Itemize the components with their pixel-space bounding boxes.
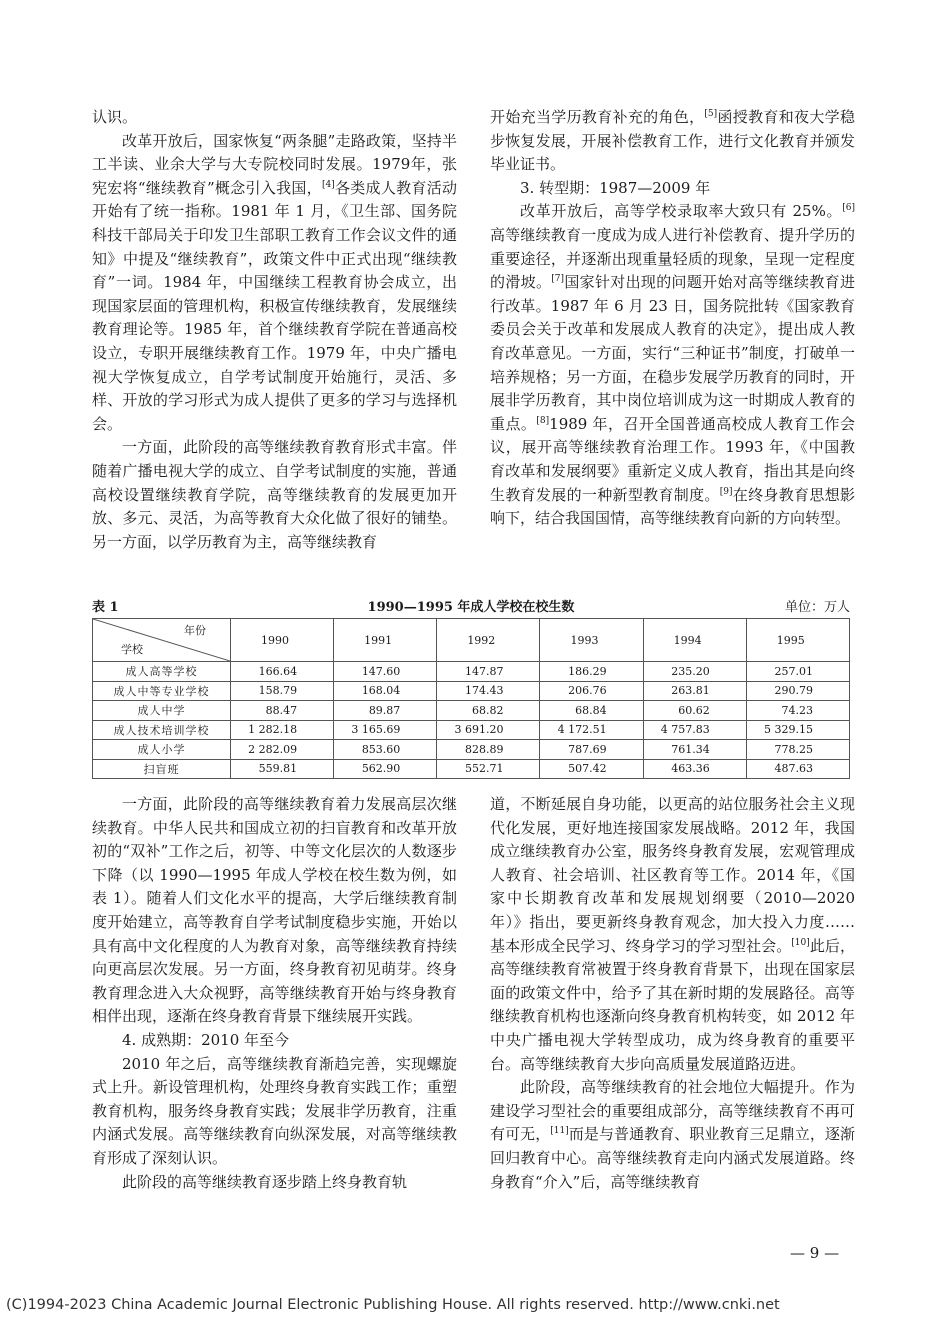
value-cell: 3 165.69 bbox=[334, 720, 437, 740]
value-cell: 68.82 bbox=[437, 701, 540, 721]
year-header: 1993 bbox=[540, 619, 643, 662]
table-header-row bbox=[93, 619, 850, 662]
table-row bbox=[93, 681, 850, 701]
value-cell: 787.69 bbox=[540, 740, 643, 760]
table-label: 表 1 bbox=[92, 600, 119, 615]
section-heading: 3. 转型期：1987—2009 年 bbox=[520, 178, 711, 197]
value-cell: 487.63 bbox=[746, 759, 849, 779]
value-cell: 552.71 bbox=[437, 759, 540, 779]
page-number: — 9 — bbox=[790, 1244, 840, 1262]
value-cell: 235.20 bbox=[643, 662, 746, 682]
value-cell: 1 282.18 bbox=[231, 720, 334, 740]
school-type-cell: 成人中等专业学校 bbox=[93, 681, 231, 701]
value-cell: 828.89 bbox=[437, 740, 540, 760]
paragraph: 此阶段的高等继续教育逐步踏上终身教育轨 bbox=[122, 1172, 408, 1191]
table-row bbox=[93, 720, 850, 740]
corner-school-label: 学校 bbox=[121, 643, 143, 656]
value-cell: 166.64 bbox=[231, 662, 334, 682]
value-cell: 257.01 bbox=[746, 662, 849, 682]
value-cell: 89.87 bbox=[334, 701, 437, 721]
citation-ref: [4] bbox=[321, 179, 335, 190]
table-title: 1990—1995 年成人学校在校生数 bbox=[367, 600, 575, 615]
school-type-cell: 成人高等学校 bbox=[93, 662, 231, 682]
paragraph: 认识。 bbox=[92, 108, 138, 126]
value-cell: 147.87 bbox=[437, 662, 540, 682]
copyright-footer: (C)1994-2023 China Academic Journal Electronic Publishing House. All rights reserved. http://www.cnki.net bbox=[6, 1297, 780, 1313]
value-cell: 2 282.09 bbox=[231, 740, 334, 760]
value-cell: 507.42 bbox=[540, 759, 643, 779]
citation-ref: [10] bbox=[791, 937, 810, 948]
column-right-top bbox=[490, 106, 855, 531]
paragraph: 一方面，此阶段的高等继续教育教育形式丰富。伴随着广播电视大学的成立、自学考试制度的实施，普通高校设置继续教育学院，高等继续教育的发展更加开放、多元、灵活，为高等教育大众化做了很好的铺垫。另一方面，以学历教育为主，高等继续教育 bbox=[92, 438, 457, 551]
value-cell: 186.29 bbox=[540, 662, 643, 682]
table-row bbox=[93, 701, 850, 721]
paragraph: 道，不断延展自身功能，以更高的站位服务社会主义现代化发展，更好地连接国家发展战略。2012 年，我国成立继续教育办公室，服务终身教育发展，宏观管理成人教育、社会培训、社区教育等工作。2014 年，《国家中长期教育改革和发展规划纲要（2010—2020 年）》指出，要更新终身教育观念，加大投入力度……基本形成全民学习、终身学习的学习型社会。[10]此后，高等继续教育常被置于终身教育背景下，出现在国家层面的政策文件中，给予了其在新时期的发展路径。高等继续教育机构也逐渐向终身教育机构转变，如 2012 年中央广播电视大学转型成功，成为终身教育的重要平台。高等继续教育大步向高质量发展道路迈进。 bbox=[490, 795, 855, 1073]
paragraph: 此阶段，高等继续教育的社会地位大幅提升。作为建设学习型社会的重要组成部分，高等继续教育不再可有可无，[11]而是与普通教育、职业教育三足鼎立，逐渐回归教育中心。高等继续教育走向内涵式发展道路。终身教育“介入”后，高等继续教育 bbox=[490, 1078, 855, 1191]
value-cell: 168.04 bbox=[334, 681, 437, 701]
value-cell: 562.90 bbox=[334, 759, 437, 779]
table-row bbox=[93, 662, 850, 682]
table-corner-cell bbox=[93, 619, 231, 662]
value-cell: 206.76 bbox=[540, 681, 643, 701]
table-caption bbox=[92, 596, 850, 616]
value-cell: 147.60 bbox=[334, 662, 437, 682]
corner-year-label: 年份 bbox=[184, 624, 206, 637]
value-cell: 3 691.20 bbox=[437, 720, 540, 740]
value-cell: 158.79 bbox=[231, 681, 334, 701]
paragraph: 改革开放后，高等学校录取率大致只有 25%。[6]高等继续教育一度成为成人进行补偿教育、提升学历的重要途径，并逐渐出现重量轻质的现象，呈现一定程度的滑坡。[7]国家针对出现的问题开始对高等继续教育进行改革。1987 年 6 月 23 日，国务院批转《国家教育委员会关于改革和发展成人教育的决定》，提出成人教育改革意见。一方面，实行“三种证书”制度，打破单一培养规格；另一方面，在稳步发展学历教育的同时，开展非学历教育，其中岗位培训成为这一时期成人教育的重点。[8]1989 年，召开全国普通高校成人教育工作会议，展开高等继续教育治理工作。1993 年，《中国教育改革和发展纲要》重新定义成人教育，指出其是向终生教育发展的一种新型教育制度。[9]在终身教育思想影响下，结合我国国情，高等继续教育向新的方向转型。 bbox=[490, 202, 855, 528]
school-type-cell: 成人小学 bbox=[93, 740, 231, 760]
citation-ref: [9] bbox=[719, 486, 733, 497]
year-header: 1991 bbox=[334, 619, 437, 662]
value-cell: 853.60 bbox=[334, 740, 437, 760]
value-cell: 290.79 bbox=[746, 681, 849, 701]
column-left-bottom bbox=[92, 793, 457, 1194]
school-type-cell: 成人技术培训学校 bbox=[93, 720, 231, 740]
data-table bbox=[92, 618, 850, 779]
school-type-cell: 成人中学 bbox=[93, 701, 231, 721]
value-cell: 5 329.15 bbox=[746, 720, 849, 740]
value-cell: 4 757.83 bbox=[643, 720, 746, 740]
value-cell: 174.43 bbox=[437, 681, 540, 701]
value-cell: 60.62 bbox=[643, 701, 746, 721]
value-cell: 88.47 bbox=[231, 701, 334, 721]
year-header: 1990 bbox=[231, 619, 334, 662]
citation-ref: [7] bbox=[551, 274, 565, 285]
section-heading: 4. 成熟期：2010 年至今 bbox=[122, 1030, 290, 1049]
citation-ref: [11] bbox=[550, 1126, 569, 1137]
value-cell: 68.84 bbox=[540, 701, 643, 721]
paragraph: 一方面，此阶段的高等继续教育着力发展高层次继续教育。中华人民共和国成立初的扫盲教育和改革开放初的“双补”工作之后，初等、中等文化层次的人数逐步下降（以 1990—1995 年成人学校在校生数为例，如表 1）。随着人们文化水平的提高，大学后继续教育制度开始建立，高等教育自学考试制度稳步实施，开始以具有高中文化程度的人为教育对象，高等继续教育持续向更高层次发展。另一方面，终身教育初见萌芽。终身教育理念进入大众视野，高等继续教育开始与终身教育相伴出现，逐渐在终身教育背景下继续展开实践。 bbox=[92, 795, 457, 1026]
citation-ref: [5] bbox=[704, 109, 718, 119]
citation-ref: [6] bbox=[842, 203, 855, 214]
table-unit: 单位：万人 bbox=[784, 600, 850, 615]
value-cell: 778.25 bbox=[746, 740, 849, 760]
paragraph: 开始充当学历教育补充的角色，[5]函授教育和夜大学稳步恢复发展，开展补偿教育工作，进行文化教育并颁发毕业证书。 bbox=[490, 108, 855, 174]
table-row bbox=[93, 740, 850, 760]
year-header: 1994 bbox=[643, 619, 746, 662]
paragraph: 2010 年之后，高等继续教育渐趋完善，实现螺旋式上升。新设管理机构，处理终身教育实践工作；重塑教育机构，服务终身教育实践；发展非学历教育，注重内涵式发展。高等继续教育向纵深发展，对高等继续教育形成了深刻认识。 bbox=[92, 1054, 457, 1167]
year-header: 1992 bbox=[437, 619, 540, 662]
citation-ref: [8] bbox=[536, 415, 550, 426]
year-header: 1995 bbox=[746, 619, 849, 662]
table-row bbox=[93, 759, 850, 779]
column-right-bottom bbox=[490, 793, 855, 1194]
school-type-cell: 扫盲班 bbox=[93, 759, 231, 779]
value-cell: 559.81 bbox=[231, 759, 334, 779]
value-cell: 463.36 bbox=[643, 759, 746, 779]
value-cell: 4 172.51 bbox=[540, 720, 643, 740]
paragraph: 改革开放后，国家恢复“两条腿”走路政策，坚持半工半读、业余大学与大专院校同时发展。1979年，张宪宏将“继续教育”概念引入我国，[4]各类成人教育活动开始有了统一指称。1981 年 1 月，《卫生部、国务院科技干部局关于印发卫生部职工教育工作会议文件的通知》中提及“继续教育”，政策文件中正式出现“继续教育”一词。1984 年，中国继续工程教育协会成立，出现国家层面的管理机构，积极宣传继续教育，发展继续教育理论等。1985 年，首个继续教育学院在普通高校设立，专职开展继续教育工作。1979 年，中央广播电视大学恢复成立，自学考试制度开始施行，灵活、多样、开放的学习形式为成人提供了更多的学习与选择机会。 bbox=[92, 131, 457, 433]
value-cell: 263.81 bbox=[643, 681, 746, 701]
value-cell: 74.23 bbox=[746, 701, 849, 721]
column-left-top bbox=[92, 106, 457, 554]
value-cell: 761.34 bbox=[643, 740, 746, 760]
diagonal-line bbox=[93, 619, 230, 661]
